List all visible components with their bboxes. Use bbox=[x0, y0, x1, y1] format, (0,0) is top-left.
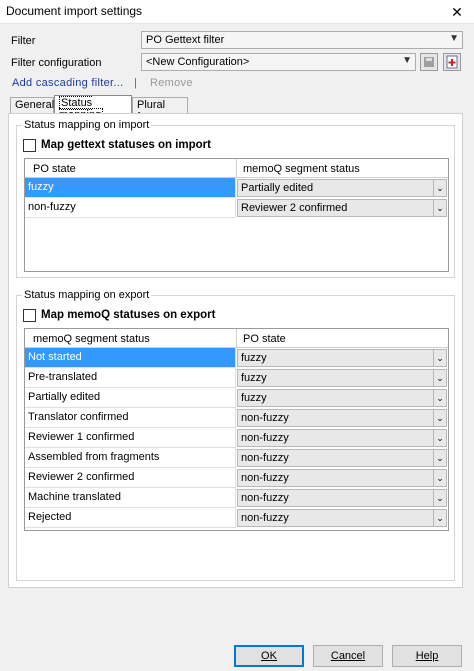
export-group-title: Status mapping on export bbox=[24, 289, 150, 301]
status-dropdown[interactable] bbox=[237, 389, 447, 407]
status-value: fuzzy bbox=[241, 352, 267, 364]
column-divider bbox=[236, 329, 237, 348]
table-row[interactable] bbox=[25, 198, 448, 218]
import-mapping-table bbox=[24, 158, 449, 272]
export-mapping-table bbox=[24, 328, 449, 531]
row-key[interactable]: Not started bbox=[25, 348, 236, 368]
column-divider bbox=[236, 159, 237, 178]
row-key[interactable]: non-fuzzy bbox=[25, 198, 236, 218]
cancel-button-label: Cancel bbox=[330, 650, 366, 662]
filter-value: PO Gettext filter bbox=[146, 34, 225, 46]
column-header-po-state: PO state bbox=[33, 163, 76, 175]
status-dropdown[interactable] bbox=[237, 489, 447, 507]
tab-status-mapping[interactable] bbox=[54, 95, 132, 114]
chevron-down-icon: ⌄ bbox=[433, 370, 446, 386]
add-config-button[interactable] bbox=[443, 53, 461, 71]
tab-status-mapping-label: Status bbox=[59, 96, 103, 122]
table-header bbox=[25, 329, 448, 348]
chevron-down-icon: ⌄ bbox=[433, 180, 446, 196]
chevron-down-icon: ▼ bbox=[402, 55, 412, 66]
status-value: non-fuzzy bbox=[241, 512, 289, 524]
status-dropdown[interactable] bbox=[237, 429, 447, 447]
chevron-down-icon: ⌄ bbox=[433, 450, 446, 466]
window-title: Document import settings bbox=[6, 4, 143, 18]
table-row[interactable] bbox=[25, 508, 448, 528]
ok-button[interactable] bbox=[234, 645, 304, 667]
chevron-down-icon: ⌄ bbox=[433, 350, 446, 366]
chevron-down-icon: ⌄ bbox=[433, 430, 446, 446]
ok-button-label: OK bbox=[261, 650, 277, 662]
status-value: non-fuzzy bbox=[241, 412, 289, 424]
status-value: non-fuzzy bbox=[241, 492, 289, 504]
table-row[interactable] bbox=[25, 388, 448, 408]
add-config-icon bbox=[444, 54, 460, 70]
status-dropdown[interactable] bbox=[237, 179, 447, 197]
add-cascading-filter-link[interactable]: Add cascading filter... bbox=[12, 77, 124, 89]
status-value: non-fuzzy bbox=[241, 432, 289, 444]
status-value: Reviewer 2 confirmed bbox=[241, 202, 348, 214]
chevron-down-icon: ⌄ bbox=[433, 490, 446, 506]
status-dropdown[interactable] bbox=[237, 509, 447, 527]
map-gettext-label[interactable]: Map gettext statuses on import bbox=[41, 139, 211, 151]
table-header bbox=[25, 159, 448, 178]
chevron-down-icon: ⌄ bbox=[433, 390, 446, 406]
column-header-po-state: PO state bbox=[243, 333, 286, 345]
chevron-down-icon: ⌄ bbox=[433, 200, 446, 216]
help-button-label: Help bbox=[415, 650, 439, 662]
filter-config-value: <New Configuration> bbox=[146, 56, 250, 68]
filter-dropdown[interactable] bbox=[141, 31, 463, 49]
remove-link[interactable]: Remove bbox=[150, 77, 193, 89]
cancel-button[interactable] bbox=[313, 645, 383, 667]
map-memoq-label[interactable]: Map memoQ statuses on export bbox=[41, 309, 216, 321]
row-key[interactable]: Translator confirmed bbox=[25, 408, 236, 428]
table-row[interactable] bbox=[25, 408, 448, 428]
status-dropdown[interactable] bbox=[237, 469, 447, 487]
table-row[interactable] bbox=[25, 178, 448, 198]
chevron-down-icon: ▼ bbox=[449, 33, 459, 44]
table-row[interactable] bbox=[25, 348, 448, 368]
status-value: fuzzy bbox=[241, 372, 267, 384]
close-icon[interactable]: ✕ bbox=[451, 4, 463, 20]
row-key[interactable]: fuzzy bbox=[25, 178, 236, 198]
row-key[interactable]: Rejected bbox=[25, 508, 236, 528]
status-dropdown[interactable] bbox=[237, 369, 447, 387]
save-config-button[interactable] bbox=[420, 53, 438, 71]
filter-config-label: Filter configuration bbox=[11, 57, 102, 69]
table-row[interactable] bbox=[25, 368, 448, 388]
table-row[interactable] bbox=[25, 448, 448, 468]
column-header-memoq-status: memoQ segment status bbox=[243, 163, 360, 175]
help-button[interactable] bbox=[392, 645, 462, 667]
status-dropdown[interactable] bbox=[237, 199, 447, 217]
status-value: non-fuzzy bbox=[241, 472, 289, 484]
table-row[interactable] bbox=[25, 428, 448, 448]
chevron-down-icon: ⌄ bbox=[433, 510, 446, 526]
row-key[interactable]: Assembled from fragments bbox=[25, 448, 236, 468]
chevron-down-icon: ⌄ bbox=[433, 410, 446, 426]
status-value: non-fuzzy bbox=[241, 452, 289, 464]
row-key[interactable]: Partially edited bbox=[25, 388, 236, 408]
map-gettext-checkbox[interactable] bbox=[23, 139, 36, 152]
row-key[interactable]: Machine translated bbox=[25, 488, 236, 508]
tab-general[interactable] bbox=[10, 97, 54, 113]
status-dropdown[interactable] bbox=[237, 409, 447, 427]
tab-general-label: General bbox=[15, 99, 55, 111]
filter-label: Filter bbox=[11, 35, 36, 47]
table-row[interactable] bbox=[25, 468, 448, 488]
link-separator: | bbox=[134, 77, 137, 89]
chevron-down-icon: ⌄ bbox=[433, 470, 446, 486]
status-value: Partially edited bbox=[241, 182, 314, 194]
map-memoq-checkbox[interactable] bbox=[23, 309, 36, 322]
save-icon bbox=[421, 54, 437, 70]
tab-plural-forms[interactable] bbox=[132, 97, 188, 113]
filter-config-dropdown[interactable] bbox=[141, 53, 416, 71]
status-dropdown[interactable] bbox=[237, 449, 447, 467]
column-header-memoq-status: memoQ segment status bbox=[33, 333, 150, 345]
import-group-title: Status mapping on import bbox=[24, 119, 150, 131]
status-value: fuzzy bbox=[241, 392, 267, 404]
row-key[interactable]: Pre-translated bbox=[25, 368, 236, 388]
row-key[interactable]: Reviewer 1 confirmed bbox=[25, 428, 236, 448]
title-bar bbox=[0, 0, 474, 24]
table-row[interactable] bbox=[25, 488, 448, 508]
status-dropdown[interactable] bbox=[237, 349, 447, 367]
row-key[interactable]: Reviewer 2 confirmed bbox=[25, 468, 236, 488]
tab-plural-forms-label: Plural bbox=[137, 99, 166, 111]
